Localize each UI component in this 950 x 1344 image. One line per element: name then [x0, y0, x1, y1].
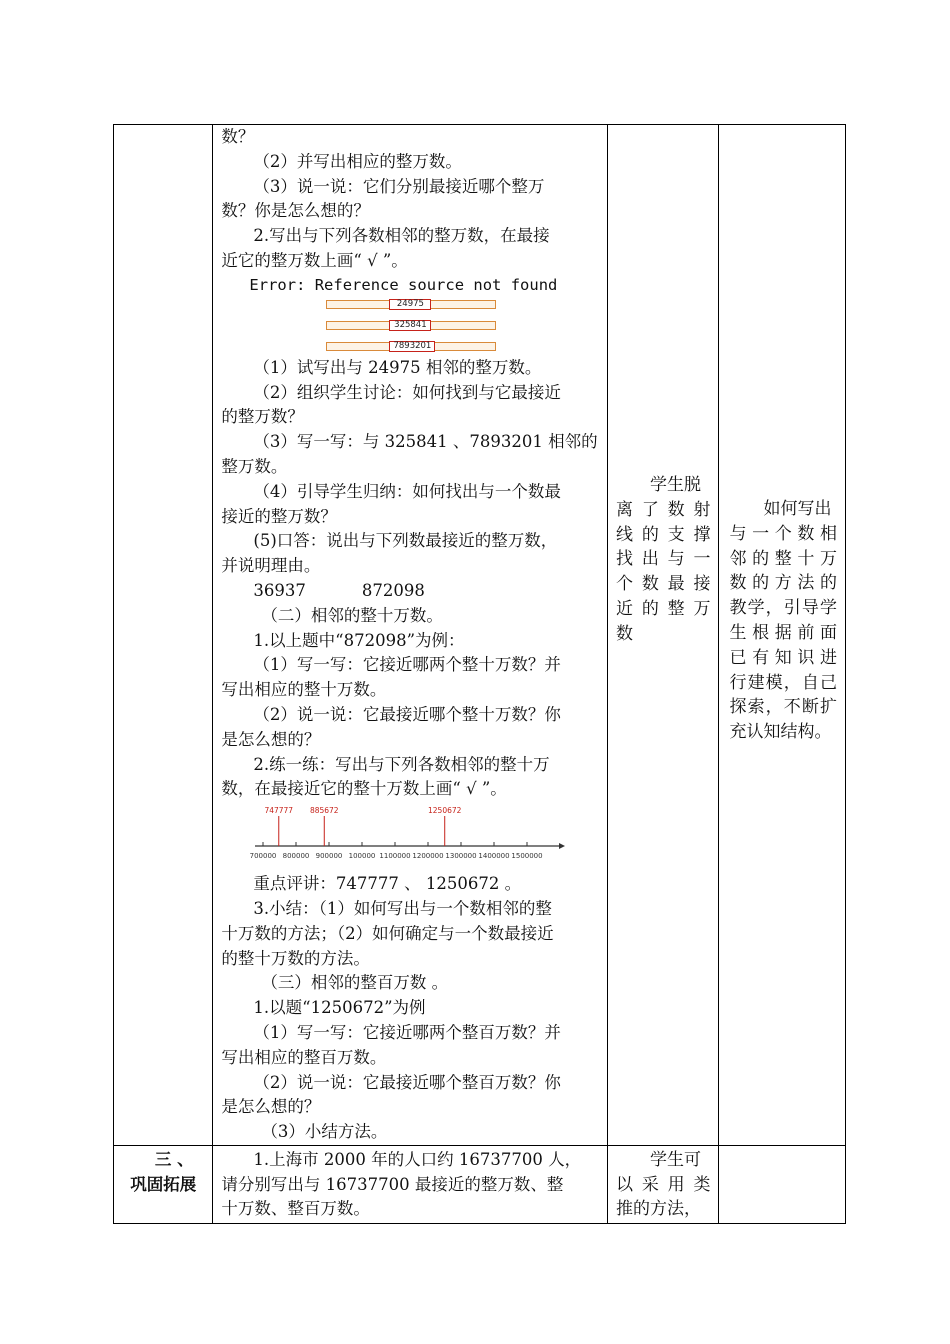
content-line: 写出相应的整百万数。: [221, 1047, 387, 1067]
content-line: （1）写一写：它接近哪两个整百万数？并: [253, 1022, 561, 1042]
content-line: 数？: [221, 127, 255, 146]
student-activity-cell: [608, 1145, 719, 1223]
intent-line: 如何写出: [763, 499, 832, 519]
intent-line: 充认知结构。: [729, 722, 832, 743]
tick-label: 700000: [250, 852, 277, 861]
content-line: 十万数、整百万数。: [221, 1199, 370, 1219]
student-line: 近 的 整 万: [616, 598, 711, 619]
content-line: 整万数。: [221, 456, 288, 476]
intent-line: 数 的 方 法 的: [729, 573, 837, 594]
phase-title: 巩固拓展: [130, 1174, 197, 1194]
content-line: 十万数的方法；（2）如何确定与一个数最接近: [221, 923, 554, 943]
student-line: 推的方法，: [616, 1199, 702, 1220]
student-line: 数: [616, 623, 634, 644]
content-line: （3）写一写：与 325841 、7893201 相邻的: [253, 432, 598, 452]
teaching-content-cell: [213, 1145, 608, 1223]
intent-line: 邻 的 整 十 万: [729, 548, 837, 569]
student-line: 学生可: [650, 1149, 702, 1170]
content-line: 1.以上题中“872098”为例：: [253, 630, 465, 650]
content-line: （1）试写出与 24975 相邻的整万数。: [253, 357, 542, 377]
content-line: （三）相邻的整百万数 。: [261, 973, 449, 993]
content-line: （2）组织学生讨论：如何找到与它最接近: [253, 382, 561, 402]
content-line: 请分别写出与 16737700 最接近的整万数、整: [221, 1174, 564, 1194]
intent-line: 已 有 知 识 进: [729, 647, 837, 668]
content-line: 并说明理由。: [221, 556, 321, 576]
student-line: 以 采 用 类: [616, 1174, 711, 1195]
content-line: （2）说一说：它最接近哪个整百万数？你: [253, 1072, 561, 1092]
table-row: [114, 125, 846, 1146]
figure-number: 7893201: [389, 341, 435, 352]
phase-number: 三 、: [154, 1149, 194, 1169]
oral-numbers: [221, 579, 601, 604]
content-line: 接近的整万数？: [221, 506, 337, 526]
intent-line: 生 根 据 前 面: [729, 622, 837, 643]
content-line: （3）小结方法。: [261, 1122, 388, 1142]
design-intent-cell: [719, 1145, 846, 1223]
phase-cell: [114, 125, 213, 1146]
tick-label: 1100000: [379, 852, 411, 861]
content-line: （二）相邻的整十万数。: [261, 605, 443, 625]
content-line: 1.以题“1250672”为例: [253, 998, 426, 1018]
tick-label: 100000: [349, 852, 376, 861]
student-line: 线 的 支 撑: [616, 524, 711, 545]
content-line: 重点评讲：747777 、 1250672 。: [253, 874, 522, 894]
tick-label: 1400000: [478, 852, 510, 861]
content-line: （2）说一说：它最接近哪个整十万数？你: [253, 704, 561, 724]
reference-error-text: Error: Reference source not found: [249, 275, 558, 294]
marked-number-label: 1250672: [428, 806, 462, 816]
intent-line: 探 索 ， 不 断 扩: [729, 697, 837, 718]
tick-label: 1500000: [511, 852, 543, 861]
content-line: 2.练一练：写出与下列各数相邻的整十万: [253, 754, 550, 774]
design-intent-cell: [719, 125, 846, 1146]
table-row: [114, 1145, 846, 1223]
student-line: 找 出 与 一: [616, 549, 711, 570]
content-line: 2.写出与下列各数相邻的整万数，在最接: [253, 226, 550, 246]
content-line: (5)口答：说出与下列数最接近的整万数，: [253, 531, 558, 551]
tick-label: 1200000: [412, 852, 444, 861]
figure-number: 325841: [389, 320, 431, 331]
number-boxes-figure: [221, 296, 601, 356]
oral-number: 36937: [253, 580, 306, 600]
content-line: 3.小结：（1）如何写出与一个数相邻的整: [253, 898, 552, 918]
content-line: 是怎么想的？: [221, 1097, 321, 1117]
student-line: 个 数 最 接: [616, 574, 711, 595]
content-line: （4）引导学生归纳：如何找出与一个数最: [253, 481, 561, 501]
tick-label: 900000: [316, 852, 343, 861]
content-line: （3）说一说：它们分别最接近哪个整万: [253, 176, 545, 196]
figure-number: 24975: [389, 299, 431, 310]
intent-line: 行 建 模 ， 自 己: [729, 672, 837, 693]
content-line: 写出相应的整十万数。: [221, 680, 387, 700]
content-line: （1）写一写：它接近哪两个整十万数？并: [253, 655, 561, 675]
oral-number: 872098: [361, 580, 425, 600]
student-line: 离 了 数 射: [616, 499, 711, 520]
tick-label: 800000: [283, 852, 310, 861]
intent-line: 与 一 个 数 相: [729, 523, 837, 544]
content-line: 1.上海市 2000 年的人口约 16737700 人，: [253, 1149, 582, 1169]
number-line-figure: [221, 802, 601, 872]
content-line: 数，在最接近它的整十万数上画“ √ ”。: [221, 779, 507, 799]
phase-cell: [114, 1145, 213, 1223]
marked-number-label: 885672: [310, 806, 339, 816]
content-line: 的整十万数的方法。: [221, 948, 370, 968]
student-activity-cell: [608, 125, 719, 1146]
number-line-svg: [250, 802, 563, 868]
teaching-content-cell: [213, 125, 608, 1146]
lesson-plan-table: [113, 124, 846, 1224]
tick-label: 1300000: [445, 852, 477, 861]
content-line: 数？你是怎么想的？: [221, 201, 370, 221]
content-line: （2）并写出相应的整万数。: [253, 151, 462, 171]
content-line: 的整万数？: [221, 407, 304, 427]
marked-number-label: 747777: [264, 806, 294, 816]
content-line: 是怎么想的？: [221, 729, 321, 749]
intent-line: 教 学 ， 引 导 学: [729, 598, 837, 619]
content-line: 近它的整万数上画“ √ ”。: [221, 250, 408, 270]
student-line: 学生脱: [650, 475, 702, 495]
